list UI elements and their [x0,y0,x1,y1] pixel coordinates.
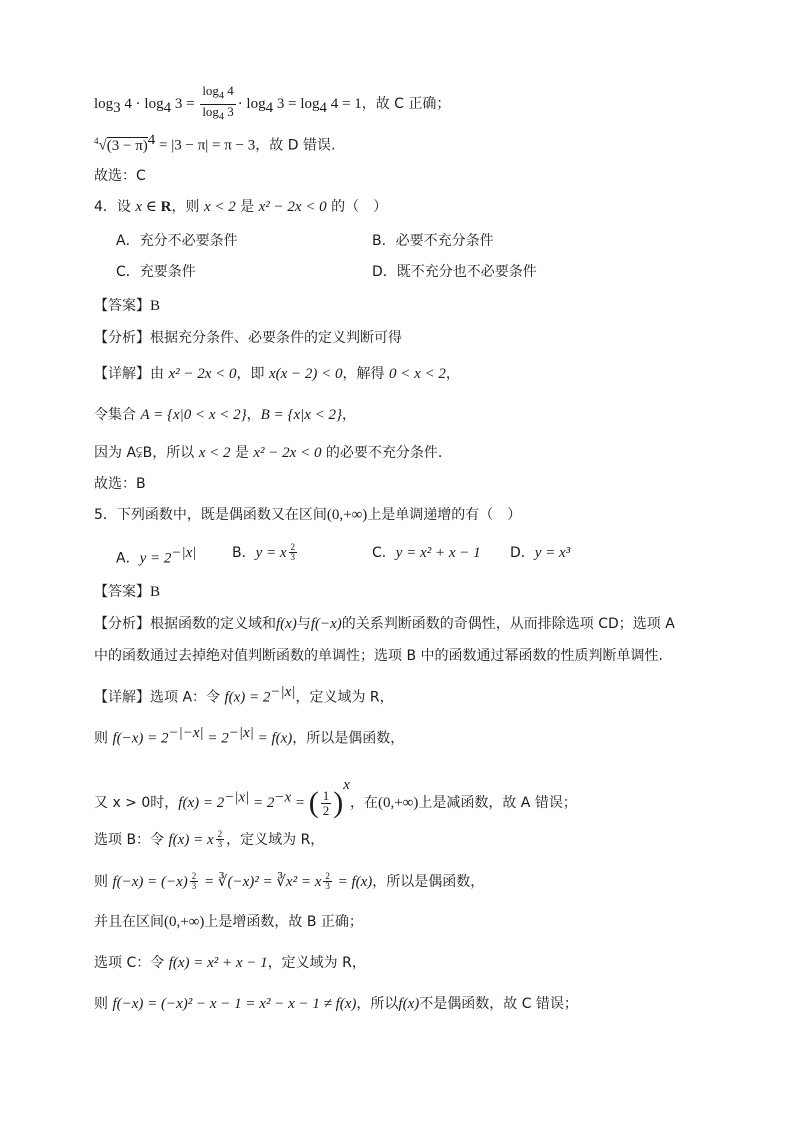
math-text: 4 [223,83,234,98]
answer-choice-line: 故选：B [94,476,146,492]
math-text: x [135,199,143,215]
text: 与 [296,616,311,632]
math-text: −|x| [171,545,197,561]
text: 上是单调递增的有（ ） [367,507,522,523]
math-text: y = 2 [139,550,172,567]
option-d: D．既不充分也不必要条件 [372,264,537,280]
text: 则 [94,874,113,890]
detail-line-3 [94,775,577,818]
text: 不是偶函数，故 C 错误； [419,996,578,1012]
math-text: f(x) [398,996,420,1012]
math-text: B = {x|x < 2} [260,407,342,423]
math-text: −|x| [228,725,254,741]
fraction-exponent [323,872,332,891]
math-text: x < 2 [198,445,231,461]
text: 令集合 [94,407,141,423]
detail-line-4 [94,830,324,850]
math-text: = 2 [203,730,229,747]
solution-line-2 [94,130,335,156]
text: 并且在区间 [94,914,164,930]
math-text: = ∛(−x)² = ∛x² = x [200,874,322,890]
math-text: ∈ [142,199,161,215]
question-5-stem [94,505,521,525]
option-a [116,543,196,569]
text: ，定义域为 R， [295,689,394,706]
math-text: x(x − 2) < 0 [268,366,343,382]
text: ，则 [171,199,204,215]
left-paren: ( [308,786,319,819]
text: 4．设 [94,199,136,215]
detail-line-5 [94,872,484,892]
detail-line-2 [94,405,356,425]
text: ，解得 [342,366,389,382]
math-text: 4 [218,90,224,102]
detail-line-7 [94,953,366,973]
math-text: 4 [319,99,327,116]
option-b: B．必要不充分条件 [372,233,494,249]
math-text: x < 2 [203,199,236,215]
text: ， [246,407,261,423]
text: 因为 A [94,445,137,461]
text: 选项 A：令 [150,689,225,706]
math-text: f(x) [276,616,297,632]
math-text: = [291,795,309,811]
text: ，所以是偶函数， [372,874,485,890]
option-c [372,543,481,563]
math-text: f(−x) [310,616,342,632]
text: ，定义域为 R， [226,832,325,848]
fraction-exponent [289,543,298,562]
option-label: A． [116,550,140,567]
math-text: 2 [322,802,330,818]
math-text: y = x [255,545,287,561]
math-text: 0 < x < 2 [388,366,446,382]
math-text: f(x) = x² + x − 1 [168,955,268,971]
detail-line-6 [94,912,363,932]
math-text: ⫋ [136,445,143,461]
option-label: D． [510,545,535,561]
math-text: 4 [147,132,156,148]
math-text: x² − 2x < 0 [253,445,322,461]
detail-tag: 【详解】 [94,366,150,382]
math-text: y = x² + x − 1 [395,545,481,561]
math-text: 2 [217,829,223,839]
text: ，在 [349,795,378,811]
math-text: (0,+∞) [326,507,368,523]
math-text: log [202,103,219,119]
text: 则 [94,996,113,1012]
math-text: 4 · log [120,96,164,113]
math-text: (3 − π) [106,137,148,154]
text: ，定义域为 R， [267,955,366,971]
math-text: f(x) = 2 [224,689,271,706]
radical-sign: √ [98,137,107,154]
math-text: 2 [325,871,330,881]
math-text: f(−x) = (−x)² − x − 1 = x² − x − 1 ≠ f(x) [112,996,357,1012]
option-label: C． [372,545,396,561]
text: ，故 D 错误. [255,137,336,154]
text: 上是增函数，故 B 正确； [204,914,363,930]
math-text: 1 [322,787,330,803]
text: 由 [150,366,169,382]
math-text: x² − 2x < 0 [258,199,327,215]
fraction-exponent [190,872,199,891]
math-text: x [343,777,350,793]
answer-tag: 【答案】 [94,584,150,600]
math-text: 2 [191,871,197,881]
analysis-tag: 【分析】 [94,616,150,632]
math-text: = |3 − π| = π − 3 [155,137,256,154]
text: ，所以 [356,996,399,1012]
analysis-line-1 [94,614,675,634]
math-text: 4 [265,99,274,116]
math-text: 4 [163,99,172,116]
math-text: 3 = log [273,96,320,113]
option-d [510,543,570,563]
detail-tag: 【详解】 [94,689,150,706]
text: ，所以是偶函数， [292,730,405,747]
math-text: 3 [113,99,121,116]
math-text: f(−x) = 2 [112,730,169,747]
answer-value: B [150,298,161,314]
root-index: 4 [94,136,99,146]
math-text: −|x| [224,789,250,806]
math-text: f(x) = 2 [178,795,225,811]
fraction [200,84,235,124]
math-text: 4 [218,111,224,123]
text: ， [445,366,460,382]
math-text: 3 = [171,96,199,113]
answer-line [94,582,160,602]
math-text: y = x³ [534,545,571,561]
math-text: f(−x) = (−x) [112,874,188,890]
math-text: −|−x| [168,725,204,741]
option-a: A．充分不必要条件 [116,233,238,249]
math-text: 2 [290,542,296,552]
answer-tag: 【答案】 [94,298,150,314]
text: 则 [94,730,113,747]
analysis-line [94,328,402,348]
math-text: (0,+∞) [164,914,205,930]
math-text: = 2 [249,795,275,811]
text: 是 [235,199,259,215]
text: 选项 C：令 [94,955,169,971]
math-text: 4 = 1 [327,96,362,113]
math-text: 3 [290,552,296,562]
analysis-line-2: 中的函数通过去掉绝对值判断函数的单调性；选项 B 中的函数通过幂函数的性质判断单调性. [94,648,663,664]
math-text: R [160,199,172,215]
text: 根据函数的定义域和 [150,616,276,632]
text: 的（ ） [326,199,388,215]
math-text: −|x| [270,684,296,700]
option-b [232,543,299,563]
solution-line-1 [94,84,450,124]
math-text: 3 [191,881,197,891]
math-text: f(x) = x [168,832,214,848]
question-4-stem [94,197,387,217]
text: ，即 [236,366,269,382]
math-text: x² − 2x < 0 [168,366,237,382]
text: ，故 C 正确； [361,96,451,113]
detail-line-2 [94,723,404,749]
text: 5．下列函数中，既是偶函数又在区间 [94,507,327,523]
analysis-tag: 【分析】 [94,330,150,346]
math-text: −x [274,789,292,806]
text: 选项 B：令 [94,832,169,848]
text: 又 x > 0时， [94,795,179,811]
detail-line-1 [94,682,394,708]
detail-line-3 [94,443,442,463]
text: 根据充分条件、必要条件的定义判断可得 [150,330,402,346]
text: 是 [230,445,254,461]
text: ， [342,407,356,423]
text: 上是减函数，故 A 错误； [418,795,577,811]
math-text: 3 [223,103,234,119]
math-text: 3 [325,881,330,891]
text: 的必要不充分条件. [321,445,443,461]
fraction [321,789,332,818]
math-text: log [94,96,114,113]
detail-line-1 [94,364,460,384]
math-text: (0,+∞) [377,795,419,811]
math-text: · log [237,96,266,113]
right-paren: ) [333,786,344,819]
answer-value: B [150,584,161,600]
option-c: C．充要条件 [116,264,196,280]
math-text: = f(x) [333,874,373,890]
fraction-exponent [216,830,225,849]
answer-choice-line: 故选：C [94,168,146,184]
option-label: B． [232,545,256,561]
text: 的关系判断函数的奇偶性，从而排除选项 CD；选项 A [341,616,675,632]
answer-line [94,296,160,316]
math-text: 3 [217,839,223,849]
text: B，所以 [142,445,199,461]
math-text: log [202,83,219,98]
detail-line-8 [94,994,578,1014]
math-text: A = {x|0 < x < 2} [140,407,247,423]
math-text: = f(x) [253,730,293,747]
